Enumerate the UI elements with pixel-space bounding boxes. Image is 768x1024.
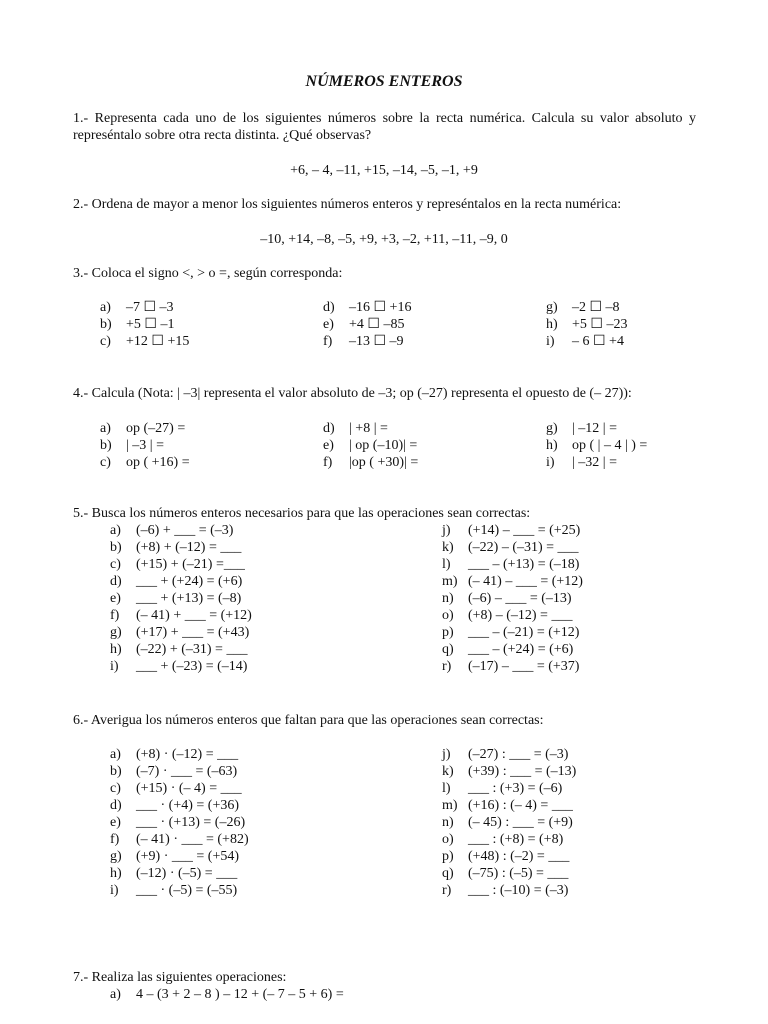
- exercise-5-item: [110, 641, 247, 658]
- exercise-5-item: [442, 624, 579, 641]
- item-label: h): [110, 866, 122, 881]
- item-expression: | –32 | =: [572, 455, 618, 470]
- item-label: g): [110, 625, 122, 640]
- item-label: j): [442, 747, 451, 762]
- item-expression: | +8 | =: [349, 421, 388, 436]
- exercise-4-item: [546, 437, 647, 454]
- item-expression: (+39) : ___ = (–13): [468, 764, 577, 779]
- item-expression: ___ : (+3) = (–6): [468, 781, 563, 796]
- item-label: g): [110, 849, 122, 864]
- exercise-6-item: [442, 746, 568, 763]
- item-label: d): [110, 574, 122, 589]
- item-expression: (–6) – ___ = (–13): [468, 591, 572, 606]
- exercise-5-item: [442, 590, 572, 607]
- item-label: b): [110, 540, 122, 555]
- item-expression: (–17) – ___ = (+37): [468, 659, 580, 674]
- item-label: r): [442, 883, 452, 898]
- item-expression: +12 ☐ +15: [126, 334, 190, 349]
- item-label: p): [442, 625, 454, 640]
- item-expression: | op (–10)| =: [349, 438, 418, 453]
- item-expression: (– 41) + ___ = (+12): [136, 608, 252, 623]
- item-expression: (–75) : (–5) = ___: [468, 866, 569, 881]
- exercise-6-item: [442, 814, 573, 831]
- item-label: h): [546, 317, 558, 332]
- item-label: i): [110, 659, 119, 674]
- exercise-4-item: [546, 420, 617, 437]
- item-expression: (+8) + (–12) = ___: [136, 540, 242, 555]
- item-label: i): [546, 455, 555, 470]
- exercise-5-item: [110, 590, 241, 607]
- item-expression: (– 45) : ___ = (+9): [468, 815, 573, 830]
- exercise-3-item: [100, 299, 174, 316]
- item-label: j): [442, 523, 451, 538]
- exercise-6-statement: 6.- Averigua los números enteros que faltan para que las operaciones sean correctas:: [73, 713, 544, 728]
- item-label: l): [442, 557, 451, 572]
- exercise-6-item: [442, 797, 573, 814]
- item-label: f): [323, 334, 333, 349]
- exercise-5-item: [442, 607, 572, 624]
- item-expression: (– 41) – ___ = (+12): [468, 574, 583, 589]
- item-label: n): [442, 815, 454, 830]
- item-expression: (+9) · ___ = (+54): [136, 849, 239, 864]
- exercise-2-numbers: –10, +14, –8, –5, +9, +3, –2, +11, –11, –9, 0: [260, 232, 508, 247]
- exercise-4-item: [323, 454, 418, 471]
- item-expression: (+17) + ___ = (+43): [136, 625, 250, 640]
- exercise-6-item: [442, 865, 568, 882]
- item-expression: (+8) – (–12) = ___: [468, 608, 573, 623]
- exercise-1-statement: 1.- Representa cada uno de los siguientes números sobre la recta numérica. Calcula su valor absoluto y represéntalo sobre otra recta distinta. ¿Qué observas?: [73, 111, 696, 143]
- item-label: b): [110, 764, 122, 779]
- item-label: a): [110, 523, 121, 538]
- exercise-6-item: [110, 780, 242, 797]
- item-expression: (– 41) · ___ = (+82): [136, 832, 249, 847]
- exercise-6-item: [110, 831, 249, 848]
- item-expression: ___ + (–23) = (–14): [136, 659, 248, 674]
- item-label: q): [442, 642, 454, 657]
- item-label: g): [546, 421, 558, 436]
- exercise-5-item: [110, 607, 252, 624]
- exercise-7-statement: 7.- Realiza las siguientes operaciones:: [73, 970, 287, 985]
- item-label: m): [442, 574, 458, 589]
- item-expression: –13 ☐ –9: [349, 334, 404, 349]
- item-expression: ___ – (+13) = (–18): [468, 557, 580, 572]
- item-label: e): [323, 438, 334, 453]
- exercise-6-item: [110, 848, 239, 865]
- exercise-7-item: [110, 986, 344, 1003]
- item-label: h): [546, 438, 558, 453]
- exercise-5-item: [442, 573, 583, 590]
- exercise-5-item: [110, 539, 241, 556]
- exercise-4-statement: 4.- Calcula (Nota: | –3| representa el valor absoluto de –3; op (–27) representa el opuesto de (– 27)):: [73, 386, 632, 401]
- item-label: c): [110, 557, 121, 572]
- exercise-1-numbers: +6, – 4, –11, +15, –14, –5, –1, +9: [290, 163, 478, 178]
- exercise-4-item: [323, 420, 388, 437]
- item-label: f): [323, 455, 333, 470]
- item-label: d): [110, 798, 122, 813]
- exercise-6-item: [110, 763, 237, 780]
- exercise-6-item: [442, 848, 569, 865]
- exercise-4-item: [100, 420, 185, 437]
- item-label: e): [110, 591, 121, 606]
- item-expression: ___ · (–5) = (–55): [136, 883, 238, 898]
- page-title: NÚMEROS ENTEROS: [305, 73, 463, 90]
- item-expression: ___ : (–10) = (–3): [468, 883, 569, 898]
- item-expression: ___ : (+8) = (+8): [468, 832, 564, 847]
- exercise-3-item: [100, 333, 189, 350]
- item-label: g): [546, 300, 558, 315]
- item-expression: (+14) – ___ = (+25): [468, 523, 581, 538]
- item-expression: (+15) · (– 4) = ___: [136, 781, 242, 796]
- item-expression: op (–27) =: [126, 421, 186, 436]
- item-expression: –16 ☐ +16: [349, 300, 412, 315]
- item-label: f): [110, 832, 120, 847]
- item-label: i): [110, 883, 119, 898]
- item-expression: ___ · (+4) = (+36): [136, 798, 239, 813]
- item-expression: |op ( +30)| =: [349, 455, 419, 470]
- item-label: q): [442, 866, 454, 881]
- exercise-5-item: [110, 658, 247, 675]
- item-expression: (+16) : (– 4) = ___: [468, 798, 573, 813]
- item-label: p): [442, 849, 454, 864]
- exercise-5-item: [110, 556, 245, 573]
- exercise-5-item: [110, 573, 242, 590]
- item-expression: +5 ☐ –1: [126, 317, 175, 332]
- item-expression: – 6 ☐ +4: [572, 334, 624, 349]
- exercise-4-item: [546, 454, 617, 471]
- item-expression: ___ – (+24) = (+6): [468, 642, 574, 657]
- exercise-4-item: [100, 437, 164, 454]
- item-expression: –7 ☐ –3: [126, 300, 174, 315]
- item-expression: ___ – (–21) = (+12): [468, 625, 580, 640]
- item-label: a): [100, 300, 111, 315]
- exercise-5-item: [442, 539, 579, 556]
- exercise-6-item: [442, 831, 563, 848]
- item-label: k): [442, 764, 454, 779]
- item-label: l): [442, 781, 451, 796]
- exercise-5-item: [442, 641, 573, 658]
- item-label: o): [442, 832, 454, 847]
- item-label: c): [100, 455, 111, 470]
- item-label: a): [110, 747, 121, 762]
- item-label: a): [100, 421, 111, 436]
- item-expression: ___ + (+13) = (–8): [136, 591, 242, 606]
- exercise-6-item: [442, 882, 568, 899]
- item-expression: (+8) · (–12) = ___: [136, 747, 239, 762]
- item-label: n): [442, 591, 454, 606]
- exercise-2-statement: 2.- Ordena de mayor a menor los siguientes números enteros y represéntalos en la recta numérica:: [73, 197, 622, 212]
- exercise-6-item: [110, 797, 239, 814]
- item-expression: (+15) + (–21) =___: [136, 557, 245, 572]
- item-label: e): [323, 317, 334, 332]
- item-expression: +5 ☐ –23: [572, 317, 628, 332]
- exercise-3-statement: 3.- Coloca el signo <, > o =, según corresponda:: [73, 266, 343, 281]
- exercise-4-item: [323, 437, 417, 454]
- item-label: b): [100, 317, 112, 332]
- exercise-4-item: [100, 454, 190, 471]
- item-expression: | –12 | =: [572, 421, 618, 436]
- item-expression: (–7) · ___ = (–63): [136, 764, 238, 779]
- item-expression: (–6) + ___ = (–3): [136, 523, 234, 538]
- item-label: i): [546, 334, 555, 349]
- item-label: c): [110, 781, 121, 796]
- item-label: d): [323, 421, 335, 436]
- item-label: h): [110, 642, 122, 657]
- exercise-5-item: [442, 658, 579, 675]
- item-expression: (–27) : ___ = (–3): [468, 747, 569, 762]
- item-label: o): [442, 608, 454, 623]
- item-expression: op ( | – 4 | ) =: [572, 438, 648, 453]
- item-label: r): [442, 659, 452, 674]
- item-expression: 4 – (3 + 2 – 8 ) – 12 + (– 7 – 5 + 6) =: [136, 987, 344, 1002]
- item-expression: (–12) · (–5) = ___: [136, 866, 238, 881]
- exercise-3-item: [546, 316, 627, 333]
- item-expression: –2 ☐ –8: [572, 300, 620, 315]
- item-label: f): [110, 608, 120, 623]
- exercise-6-item: [110, 746, 238, 763]
- exercise-6-item: [110, 882, 237, 899]
- item-expression: (–22) + (–31) = ___: [136, 642, 248, 657]
- exercise-6-item: [442, 780, 562, 797]
- item-label: a): [110, 987, 121, 1002]
- item-expression: op ( +16) =: [126, 455, 190, 470]
- item-expression: ___ + (+24) = (+6): [136, 574, 243, 589]
- item-label: c): [100, 334, 111, 349]
- exercise-5-statement: 5.- Busca los números enteros necesarios para que las operaciones sean correctas:: [73, 506, 531, 521]
- item-expression: | –3 | =: [126, 438, 165, 453]
- exercise-6-item: [110, 814, 245, 831]
- exercise-5-item: [442, 522, 580, 539]
- item-label: d): [323, 300, 335, 315]
- exercise-6-item: [110, 865, 237, 882]
- exercise-5-item: [110, 624, 249, 641]
- item-label: e): [110, 815, 121, 830]
- exercise-3-item: [323, 316, 404, 333]
- exercise-3-item: [100, 316, 174, 333]
- item-label: b): [100, 438, 112, 453]
- item-expression: +4 ☐ –85: [349, 317, 405, 332]
- item-expression: (+48) : (–2) = ___: [468, 849, 570, 864]
- exercise-3-item: [323, 333, 404, 350]
- item-expression: ___ · (+13) = (–26): [136, 815, 246, 830]
- item-expression: (–22) – (–31) = ___: [468, 540, 579, 555]
- exercise-5-item: [442, 556, 579, 573]
- exercise-3-item: [546, 333, 624, 350]
- item-label: k): [442, 540, 454, 555]
- item-label: m): [442, 798, 458, 813]
- exercise-5-item: [110, 522, 233, 539]
- exercise-3-item: [546, 299, 620, 316]
- exercise-6-item: [442, 763, 576, 780]
- exercise-3-item: [323, 299, 411, 316]
